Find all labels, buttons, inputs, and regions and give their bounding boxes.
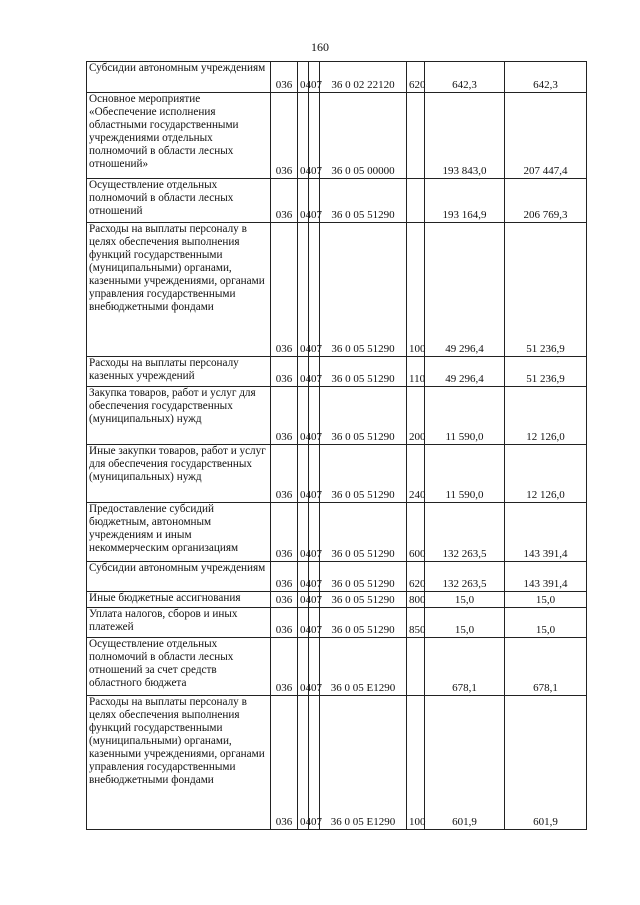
row-subsection: 07 bbox=[309, 608, 320, 638]
row-name: Осуществление отдельных полномочий в области лесных отношений за счет средств областного бюджета bbox=[87, 638, 271, 696]
table-row bbox=[87, 179, 587, 223]
row-section: 04 bbox=[298, 179, 309, 223]
row-target-article: 36 0 05 51290 bbox=[320, 445, 407, 503]
row-gr-code: 036 bbox=[271, 179, 298, 223]
table-row bbox=[87, 608, 587, 638]
row-section: 04 bbox=[298, 93, 309, 179]
row-target-article: 36 0 05 Е1290 bbox=[320, 638, 407, 696]
table-row bbox=[87, 223, 587, 357]
row-gr-code: 036 bbox=[271, 592, 298, 608]
row-subsection: 07 bbox=[309, 223, 320, 357]
row-amount-year1: 132 263,5 bbox=[425, 503, 505, 562]
table-row bbox=[87, 93, 587, 179]
row-expense-type bbox=[407, 638, 425, 696]
table-row bbox=[87, 592, 587, 608]
table-row bbox=[87, 503, 587, 562]
row-name: Предоставление субсидий бюджетным, автономным учреждениям и иным некоммерческим организациям bbox=[87, 503, 271, 562]
row-target-article: 36 0 05 51290 bbox=[320, 592, 407, 608]
row-target-article: 36 0 05 51290 bbox=[320, 179, 407, 223]
row-gr-code: 036 bbox=[271, 696, 298, 830]
row-name: Субсидии автономным учреждениям bbox=[87, 562, 271, 592]
row-expense-type: 200 bbox=[407, 387, 425, 445]
row-section: 04 bbox=[298, 445, 309, 503]
table-row bbox=[87, 387, 587, 445]
row-gr-code: 036 bbox=[271, 638, 298, 696]
row-gr-code: 036 bbox=[271, 562, 298, 592]
row-expense-type: 620 bbox=[407, 562, 425, 592]
row-expense-type: 240 bbox=[407, 445, 425, 503]
row-subsection: 07 bbox=[309, 357, 320, 387]
row-amount-year2: 207 447,4 bbox=[505, 93, 587, 179]
row-amount-year2: 15,0 bbox=[505, 592, 587, 608]
row-gr-code: 036 bbox=[271, 223, 298, 357]
row-section: 04 bbox=[298, 357, 309, 387]
row-amount-year1: 11 590,0 bbox=[425, 387, 505, 445]
row-amount-year2: 143 391,4 bbox=[505, 503, 587, 562]
row-name: Основное мероприятие «Обеспечение исполнения областными государственными учреждениями отдельных полномочий в области лесных отношений» bbox=[87, 93, 271, 179]
row-name: Уплата налогов, сборов и иных платежей bbox=[87, 608, 271, 638]
row-section: 04 bbox=[298, 608, 309, 638]
row-target-article: 36 0 05 51290 bbox=[320, 562, 407, 592]
row-section: 04 bbox=[298, 638, 309, 696]
row-expense-type bbox=[407, 93, 425, 179]
row-amount-year1: 132 263,5 bbox=[425, 562, 505, 592]
row-name: Расходы на выплаты персоналу в целях обеспечения выполнения функций государственными (муниципальными) органами, казенными учреждениями, органами управления государственными внебюджетными фондами bbox=[87, 223, 271, 357]
row-section: 04 bbox=[298, 503, 309, 562]
table-row bbox=[87, 562, 587, 592]
table-row bbox=[87, 445, 587, 503]
row-name: Иные бюджетные ассигнования bbox=[87, 592, 271, 608]
row-subsection: 07 bbox=[309, 445, 320, 503]
row-section: 04 bbox=[298, 223, 309, 357]
row-expense-type: 600 bbox=[407, 503, 425, 562]
row-amount-year2: 601,9 bbox=[505, 696, 587, 830]
row-expense-type: 800 bbox=[407, 592, 425, 608]
row-section: 04 bbox=[298, 562, 309, 592]
row-amount-year1: 15,0 bbox=[425, 592, 505, 608]
row-gr-code: 036 bbox=[271, 62, 298, 93]
row-target-article: 36 0 05 51290 bbox=[320, 387, 407, 445]
row-subsection: 07 bbox=[309, 503, 320, 562]
row-name: Осуществление отдельных полномочий в области лесных отношений bbox=[87, 179, 271, 223]
row-amount-year1: 678,1 bbox=[425, 638, 505, 696]
row-amount-year2: 678,1 bbox=[505, 638, 587, 696]
row-subsection: 07 bbox=[309, 562, 320, 592]
table-row bbox=[87, 696, 587, 830]
row-section: 04 bbox=[298, 696, 309, 830]
row-subsection: 07 bbox=[309, 179, 320, 223]
table-row bbox=[87, 62, 587, 93]
row-subsection: 07 bbox=[309, 638, 320, 696]
row-target-article: 36 0 05 00000 bbox=[320, 93, 407, 179]
row-amount-year2: 12 126,0 bbox=[505, 387, 587, 445]
row-expense-type: 850 bbox=[407, 608, 425, 638]
table-row bbox=[87, 638, 587, 696]
row-gr-code: 036 bbox=[271, 357, 298, 387]
row-subsection: 07 bbox=[309, 387, 320, 445]
row-gr-code: 036 bbox=[271, 608, 298, 638]
row-gr-code: 036 bbox=[271, 445, 298, 503]
row-section: 04 bbox=[298, 387, 309, 445]
row-expense-type bbox=[407, 179, 425, 223]
table-row bbox=[87, 357, 587, 387]
row-subsection: 07 bbox=[309, 93, 320, 179]
row-amount-year2: 51 236,9 bbox=[505, 223, 587, 357]
row-subsection: 07 bbox=[309, 62, 320, 93]
row-subsection: 07 bbox=[309, 592, 320, 608]
row-target-article: 36 0 02 22120 bbox=[320, 62, 407, 93]
row-name: Расходы на выплаты персоналу казенных учреждений bbox=[87, 357, 271, 387]
row-name: Расходы на выплаты персоналу в целях обеспечения выполнения функций государственными (муниципальными) органами, казенными учреждениями, органами управления государственными внебюджетными фондами bbox=[87, 696, 271, 830]
row-gr-code: 036 bbox=[271, 93, 298, 179]
row-gr-code: 036 bbox=[271, 503, 298, 562]
row-expense-type: 100 bbox=[407, 223, 425, 357]
row-amount-year2: 51 236,9 bbox=[505, 357, 587, 387]
row-target-article: 36 0 05 51290 bbox=[320, 223, 407, 357]
row-amount-year1: 15,0 bbox=[425, 608, 505, 638]
row-amount-year1: 193 843,0 bbox=[425, 93, 505, 179]
row-subsection: 07 bbox=[309, 696, 320, 830]
row-name: Субсидии автономным учреждениям bbox=[87, 62, 271, 93]
page-number: 160 bbox=[311, 40, 329, 54]
row-amount-year1: 11 590,0 bbox=[425, 445, 505, 503]
row-name: Иные закупки товаров, работ и услуг для обеспечения государственных (муниципальных) нужд bbox=[87, 445, 271, 503]
budget-table bbox=[86, 61, 587, 830]
row-amount-year1: 49 296,4 bbox=[425, 357, 505, 387]
row-amount-year1: 193 164,9 bbox=[425, 179, 505, 223]
row-target-article: 36 0 05 Е1290 bbox=[320, 696, 407, 830]
row-amount-year2: 206 769,3 bbox=[505, 179, 587, 223]
row-amount-year2: 642,3 bbox=[505, 62, 587, 93]
row-amount-year1: 642,3 bbox=[425, 62, 505, 93]
row-amount-year2: 15,0 bbox=[505, 608, 587, 638]
row-target-article: 36 0 05 51290 bbox=[320, 357, 407, 387]
row-target-article: 36 0 05 51290 bbox=[320, 503, 407, 562]
row-expense-type: 100 bbox=[407, 696, 425, 830]
row-section: 04 bbox=[298, 592, 309, 608]
row-amount-year1: 601,9 bbox=[425, 696, 505, 830]
row-target-article: 36 0 05 51290 bbox=[320, 608, 407, 638]
row-expense-type: 110 bbox=[407, 357, 425, 387]
row-expense-type: 620 bbox=[407, 62, 425, 93]
row-amount-year2: 143 391,4 bbox=[505, 562, 587, 592]
row-section: 04 bbox=[298, 62, 309, 93]
row-name: Закупка товаров, работ и услуг для обеспечения государственных (муниципальных) нужд bbox=[87, 387, 271, 445]
row-amount-year2: 12 126,0 bbox=[505, 445, 587, 503]
row-amount-year1: 49 296,4 bbox=[425, 223, 505, 357]
row-gr-code: 036 bbox=[271, 387, 298, 445]
